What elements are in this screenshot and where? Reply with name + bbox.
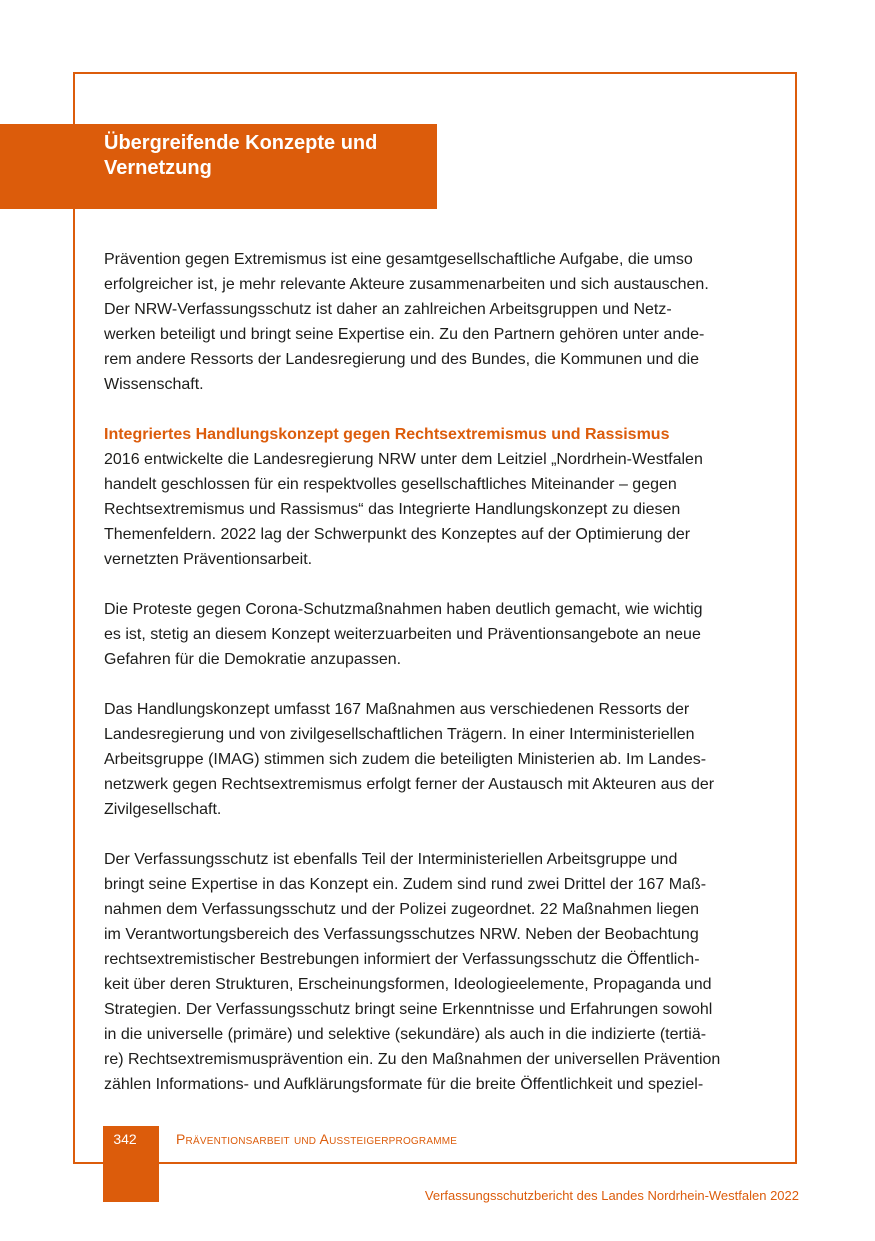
paragraph [104, 422, 774, 572]
text-line: Die Proteste gegen Corona-Schutzmaßnahmen haben deutlich gemacht, wie wichtig [104, 601, 703, 618]
text-line: vernetzten Präventionsarbeit. [104, 551, 313, 568]
text-line: netzwerk gegen Rechtsextremismus erfolgt ferner der Austausch mit Akteuren aus der [104, 776, 715, 793]
title-band [0, 124, 437, 209]
text-line: Strategien. Der Verfassungsschutz bringt seine Erkenntnisse und Erfahrungen sowohl [104, 1001, 713, 1018]
text-line: Gefahren für die Demokratie anzupassen. [104, 651, 402, 668]
report-title: Verfassungsschutzbericht des Landes Nordrhein-Westfalen 2022 [424, 1188, 799, 1203]
body-text [104, 247, 774, 1122]
text-line: Themenfeldern. 2022 lag der Schwerpunkt des Konzeptes auf der Optimierung der [104, 526, 691, 543]
paragraph [104, 597, 774, 672]
paragraph [104, 697, 774, 822]
text-line: zählen Informations- und Aufklärungsformate für die breite Öffentlichkeit und speziel- [104, 1076, 704, 1093]
page-number-box [103, 1126, 159, 1202]
text-line: in die universelle (primäre) und selektive (sekundäre) als auch in die indizierte (tertiä- [104, 1026, 707, 1043]
paragraph [104, 847, 774, 1097]
text-line: es ist, stetig an diesem Konzept weiterzuarbeiten und Präventionsangebote an neue [104, 626, 701, 643]
text-line: werken beteiligt und bringt seine Expertise ein. Zu den Partnern gehören unter ande- [104, 326, 705, 343]
text-line: rem andere Ressorts der Landesregierung und des Bundes, die Kommunen und die [104, 351, 700, 368]
text-line: im Verantwortungsbereich des Verfassungsschutzes NRW. Neben der Beobachtung [104, 926, 699, 943]
text-line: Wissenschaft. [104, 376, 204, 393]
text-line: nahmen dem Verfassungsschutz und der Polizei zugeordnet. 22 Maßnahmen liegen [104, 901, 700, 918]
subheading: Integriertes Handlungskonzept gegen Rechtsextremismus und Rassismus [104, 426, 670, 443]
text-line: bringt seine Expertise in das Konzept ein. Zudem sind rund zwei Drittel der 167 Maß- [104, 876, 707, 893]
text-line: keit über deren Strukturen, Erscheinungsformen, Ideologieelemente, Propaganda und [104, 976, 712, 993]
text-line: handelt geschlossen für ein respektvolles gesellschaftliches Miteinander – gegen [104, 476, 677, 493]
text-line: Zivilgesellschaft. [104, 801, 222, 818]
text-line: Rechtsextremismus und Rassismus“ das Integrierte Handlungskonzept zu diesen [104, 501, 681, 518]
section-title: Übergreifende Konzepte und Vernetzung [104, 132, 378, 179]
text-line: Prävention gegen Extremismus ist eine gesamtgesellschaftliche Aufgabe, die umso [104, 251, 693, 268]
text-line: Der NRW-Verfassungsschutz ist daher an zahlreichen Arbeitsgruppen und Netz- [104, 301, 672, 318]
text-line: erfolgreicher ist, je mehr relevante Akteure zusammenarbeiten und sich austauschen. [104, 276, 709, 293]
text-line: Der Verfassungsschutz ist ebenfalls Teil der Interministeriellen Arbeitsgruppe und [104, 851, 678, 868]
text-line: re) Rechtsextremismusprävention ein. Zu den Maßnahmen der universellen Prävention [104, 1051, 721, 1068]
page-number: 342 [113, 1131, 137, 1147]
paragraph [104, 247, 774, 397]
text-line: Landesregierung und von zivilgesellschaftlichen Trägern. In einer Interministeriellen [104, 726, 695, 743]
chapter-title: Präventionsarbeit und Aussteigerprogramme [176, 1131, 458, 1147]
text-line: Arbeitsgruppe (IMAG) stimmen sich zudem die beteiligten Ministerien ab. Im Landes- [104, 751, 707, 768]
text-line: Das Handlungskonzept umfasst 167 Maßnahmen aus verschiedenen Ressorts der [104, 701, 690, 718]
text-line: 2016 entwickelte die Landesregierung NRW unter dem Leitziel „Nordrhein-Westfalen [104, 451, 703, 468]
text-line: rechtsextremistischer Bestrebungen informiert der Verfassungsschutz die Öffentlich- [104, 951, 700, 968]
